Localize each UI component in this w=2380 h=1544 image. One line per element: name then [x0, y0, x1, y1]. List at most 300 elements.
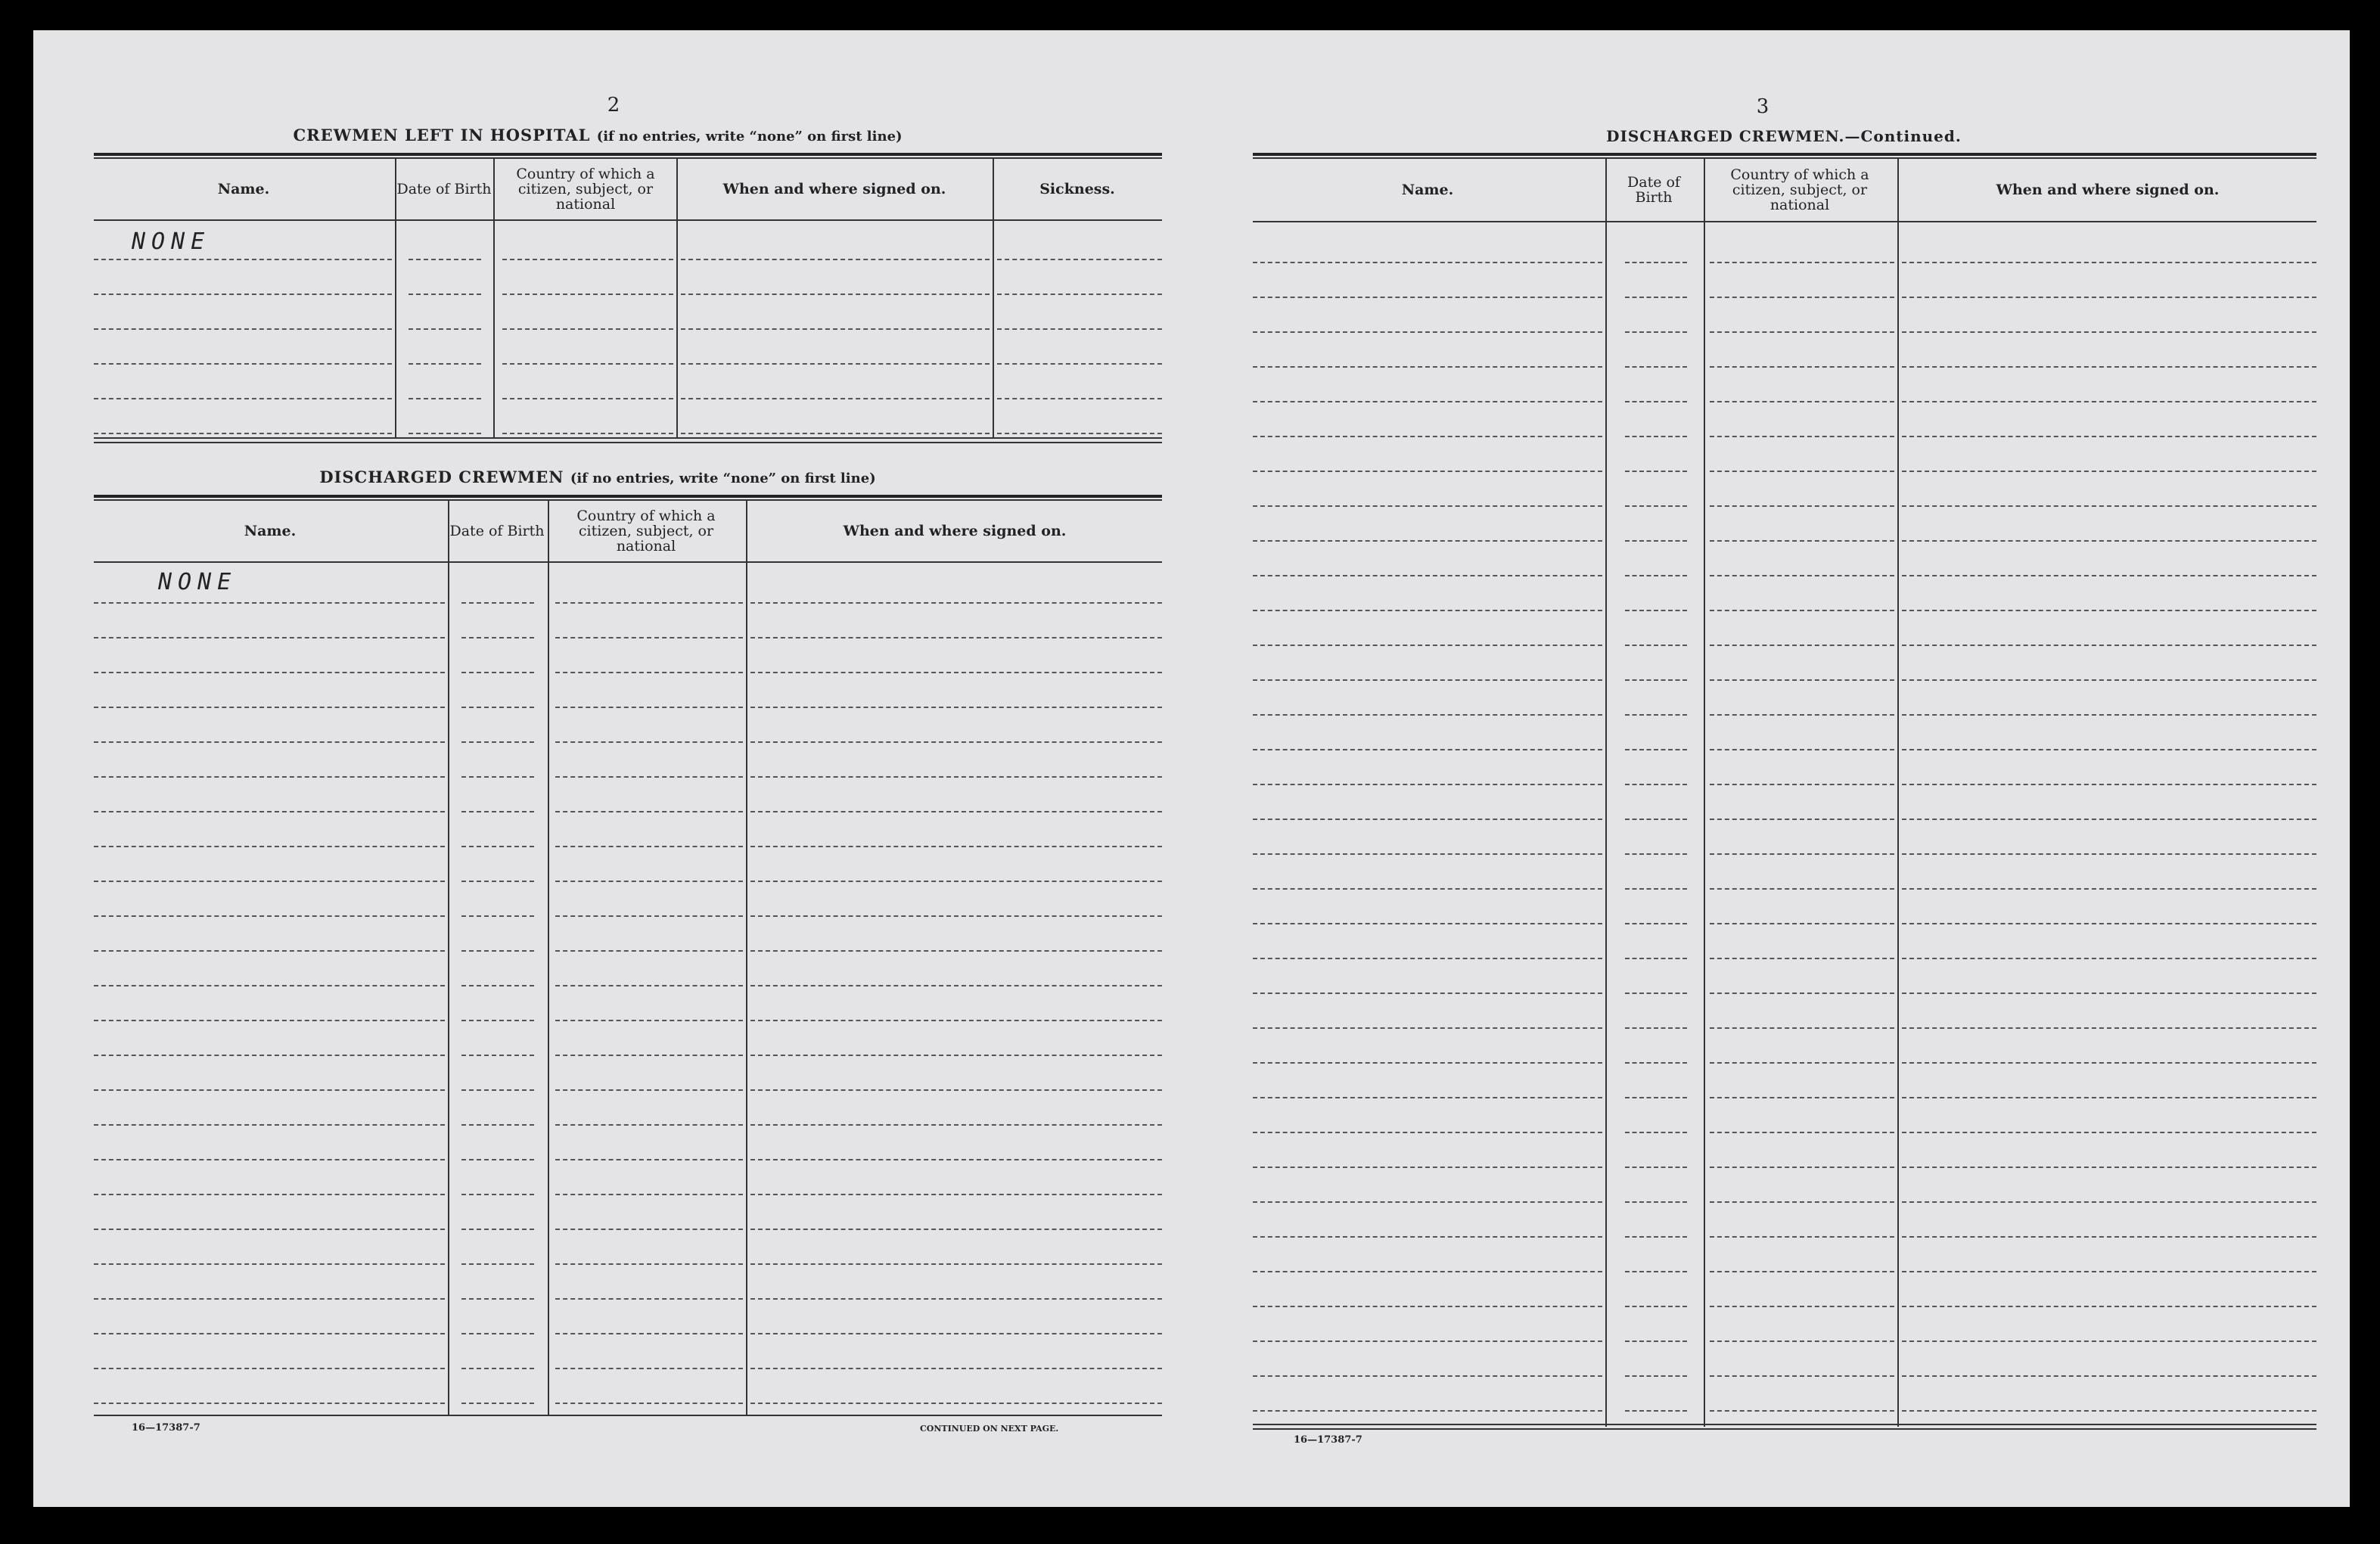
hospital-row-line: [409, 433, 481, 434]
right-row-line: [1253, 575, 1602, 576]
discharged-row-line: [555, 811, 743, 812]
right-row-line: [1625, 471, 1687, 472]
right-row-line: [1902, 1271, 2316, 1272]
right-row-line: [1253, 1167, 1602, 1168]
page-number-left: 2: [607, 94, 620, 116]
right-row-line: [1625, 1236, 1687, 1238]
right-row-line: [1253, 610, 1602, 611]
hospital-row-line: [997, 433, 1162, 434]
hospital-row-line: [94, 363, 392, 365]
discharged-row-line: [750, 776, 1162, 778]
discharged-row-line: [94, 1194, 445, 1195]
discharged-row-line: [461, 707, 534, 708]
hospital-row-line: [502, 294, 673, 295]
right-top-rule: [1253, 153, 2316, 156]
discharged-row-line: [750, 1194, 1162, 1195]
right-row-line: [1625, 366, 1687, 368]
hospital-col-name: Name.: [217, 181, 270, 197]
hospital-row-line: [502, 433, 673, 434]
right-row-line: [1710, 505, 1894, 507]
discharged-row-line: [461, 1333, 534, 1334]
right-row-line: [1902, 958, 2316, 959]
right-row-line: [1902, 297, 2316, 298]
discharged-row-line: [555, 950, 743, 952]
right-row-line: [1902, 645, 2316, 646]
discharged-row-line: [94, 1124, 445, 1126]
right-row-line: [1710, 1201, 1894, 1203]
hospital-row-line: [681, 294, 990, 295]
right-row-line: [1625, 1410, 1687, 1412]
right-row-line: [1902, 923, 2316, 924]
hospital-row-line: [681, 259, 990, 260]
right-row-line: [1902, 1306, 2316, 1307]
discharged-row-line: [94, 776, 445, 778]
discharged-row-line: [750, 1020, 1162, 1021]
discharged-row-line: [555, 1298, 743, 1300]
discharged-row-line: [461, 672, 534, 673]
hospital-col-signed: When and where signed on.: [722, 181, 946, 197]
right-row-line: [1902, 784, 2316, 785]
discharged-col-divider: [746, 501, 747, 1416]
discharged-row-line: [94, 1089, 445, 1091]
discharged-title: [94, 468, 1101, 486]
right-row-line: [1253, 1097, 1602, 1098]
right-row-line: [1625, 1375, 1687, 1377]
discharged-row-line: [94, 1333, 445, 1334]
discharged-row-line: [555, 741, 743, 743]
right-row-line: [1253, 853, 1602, 855]
right-row-line: [1902, 1027, 2316, 1029]
right-row-line: [1253, 262, 1602, 263]
discharged-col-country: Country of which a citizen, subject, or national: [576, 508, 716, 555]
right-row-line: [1710, 749, 1894, 750]
hospital-row-line: [409, 328, 481, 330]
discharged-row-line: [461, 602, 534, 604]
right-row-line: [1902, 540, 2316, 542]
right-row-line: [1710, 1167, 1894, 1168]
right-row-line: [1253, 645, 1602, 646]
discharged-row-line: [555, 846, 743, 847]
right-row-line: [1902, 819, 2316, 820]
discharged-row-line: [555, 1124, 743, 1126]
hospital-bottom-rule: [94, 437, 1162, 439]
discharged-row-line: [555, 637, 743, 638]
hospital-handwritten-none: NONE: [132, 228, 211, 255]
discharged-row-line: [94, 915, 445, 917]
hospital-row-line: [681, 433, 990, 434]
hospital-col-divider: [993, 159, 994, 439]
discharged-handwritten-none: NONE: [158, 569, 238, 595]
discharged-row-line: [461, 846, 534, 847]
right-row-line: [1710, 610, 1894, 611]
discharged-row-line: [555, 985, 743, 986]
right-row-line: [1625, 1201, 1687, 1203]
discharged-row-line: [555, 776, 743, 778]
right-row-line: [1625, 575, 1687, 576]
right-row-line: [1253, 714, 1602, 716]
discharged-row-line: [750, 1368, 1162, 1369]
hospital-row-line: [94, 294, 392, 295]
hospital-title-main: CREWMEN LEFT IN HOSPITAL: [293, 126, 591, 144]
right-row-line: [1253, 331, 1602, 333]
form-number-left: 16—17387-7: [132, 1422, 200, 1434]
discharged-row-line: [94, 1403, 445, 1404]
discharged-row-line: [750, 811, 1162, 812]
hospital-col-divider: [676, 159, 678, 439]
right-row-line: [1625, 505, 1687, 507]
hospital-row-line: [997, 398, 1162, 399]
right-col-divider: [1605, 159, 1607, 1427]
right-row-line: [1902, 749, 2316, 750]
right-row-line: [1710, 679, 1894, 681]
discharged-top-rule-2: [94, 499, 1162, 501]
discharged-row-line: [555, 1055, 743, 1056]
discharged-top-rule: [94, 495, 1162, 498]
discharged-row-line: [555, 1229, 743, 1230]
right-row-line: [1253, 297, 1602, 298]
right-row-line: [1253, 679, 1602, 681]
right-row-line: [1902, 1341, 2316, 1342]
right-row-line: [1625, 1306, 1687, 1307]
discharged-row-line: [94, 985, 445, 986]
right-row-line: [1710, 993, 1894, 994]
right-row-line: [1902, 366, 2316, 368]
discharged-row-line: [750, 602, 1162, 604]
right-row-line: [1253, 471, 1602, 472]
hospital-row-line: [409, 363, 481, 365]
discharged-row-line: [461, 881, 534, 882]
hospital-row-line: [681, 328, 990, 330]
right-row-line: [1902, 1201, 2316, 1203]
right-row-line: [1710, 1132, 1894, 1133]
discharged-title-note: (if no entries, write “none” on first line): [570, 471, 876, 486]
right-row-line: [1710, 1306, 1894, 1307]
right-row-line: [1253, 436, 1602, 437]
discharged-row-line: [94, 1298, 445, 1300]
discharged-row-line: [461, 1055, 534, 1056]
discharged-row-line: [94, 811, 445, 812]
right-row-line: [1253, 1306, 1602, 1307]
discharged-row-line: [94, 602, 445, 604]
right-row-line: [1253, 1236, 1602, 1238]
hospital-col-country: Country of which a citizen, subject, or national: [516, 166, 655, 213]
hospital-row-line: [94, 259, 392, 260]
right-row-line: [1710, 575, 1894, 576]
right-row-line: [1625, 714, 1687, 716]
discharged-row-line: [750, 672, 1162, 673]
right-row-line: [1253, 1201, 1602, 1203]
discharged-row-line: [461, 1229, 534, 1230]
discharged-row-line: [555, 602, 743, 604]
discharged-row-line: [555, 1159, 743, 1160]
discharged-row-line: [750, 881, 1162, 882]
hospital-header-rule: [94, 219, 1162, 221]
right-row-line: [1253, 540, 1602, 542]
discharged-row-line: [94, 881, 445, 882]
discharged-row-line: [94, 707, 445, 708]
right-row-line: [1902, 888, 2316, 890]
right-row-line: [1902, 993, 2316, 994]
right-row-line: [1902, 436, 2316, 437]
right-row-line: [1625, 297, 1687, 298]
right-row-line: [1710, 819, 1894, 820]
discharged-row-line: [555, 1089, 743, 1091]
right-col-signed: When and where signed on.: [1996, 182, 2220, 198]
discharged-row-line: [750, 1403, 1162, 1404]
discharged-row-line: [750, 707, 1162, 708]
discharged-row-line: [461, 741, 534, 743]
discharged-row-line: [94, 1055, 445, 1056]
hospital-bottom-rule-2: [94, 442, 1162, 443]
right-row-line: [1625, 331, 1687, 333]
right-col-divider: [1704, 159, 1705, 1427]
right-row-line: [1625, 958, 1687, 959]
right-row-line: [1902, 679, 2316, 681]
discharged-row-line: [461, 1020, 534, 1021]
discharged-row-line: [461, 1194, 534, 1195]
right-row-line: [1710, 471, 1894, 472]
right-row-line: [1902, 1097, 2316, 1098]
right-row-line: [1902, 1062, 2316, 1064]
right-row-line: [1625, 1027, 1687, 1029]
discharged-row-line: [555, 881, 743, 882]
hospital-col-sickness: Sickness.: [1039, 181, 1115, 197]
hospital-title-note: (if no entries, write “none” on first line): [596, 129, 903, 144]
discharged-row-line: [461, 1403, 534, 1404]
right-row-line: [1710, 958, 1894, 959]
right-row-line: [1710, 1097, 1894, 1098]
right-row-line: [1253, 401, 1602, 402]
right-row-line: [1710, 1062, 1894, 1064]
discharged-row-line: [461, 950, 534, 952]
discharged-row-line: [555, 1333, 743, 1334]
discharged-row-line: [94, 1368, 445, 1369]
discharged-row-line: [555, 707, 743, 708]
discharged-row-line: [750, 1089, 1162, 1091]
right-col-dob: Date of Birth: [1627, 174, 1680, 206]
discharged-row-line: [461, 1368, 534, 1369]
right-row-line: [1253, 1410, 1602, 1412]
right-row-line: [1253, 784, 1602, 785]
discharged-row-line: [750, 1229, 1162, 1230]
discharged-row-line: [750, 950, 1162, 952]
discharged-row-line: [555, 1263, 743, 1265]
right-row-line: [1902, 262, 2316, 263]
hospital-row-line: [997, 259, 1162, 260]
right-row-line: [1902, 331, 2316, 333]
right-row-line: [1902, 1132, 2316, 1133]
right-row-line: [1902, 610, 2316, 611]
discharged-row-line: [461, 1159, 534, 1160]
hospital-title: [94, 126, 1101, 144]
discharged-row-line: [94, 846, 445, 847]
right-row-line: [1710, 262, 1894, 263]
right-row-line: [1710, 853, 1894, 855]
hospital-row-line: [409, 398, 481, 399]
right-row-line: [1625, 1341, 1687, 1342]
discharged-row-line: [461, 1089, 534, 1091]
right-row-line: [1710, 1410, 1894, 1412]
discharged-row-line: [555, 1368, 743, 1369]
discharged-row-line: [461, 1263, 534, 1265]
discharged-row-line: [94, 1159, 445, 1160]
discharged-row-line: [750, 741, 1162, 743]
hospital-row-line: [94, 433, 392, 434]
hospital-col-dob: Date of Birth: [396, 181, 492, 197]
discharged-row-line: [461, 1124, 534, 1126]
right-row-line: [1902, 471, 2316, 472]
discharged-row-line: [555, 915, 743, 917]
right-row-line: [1253, 993, 1602, 994]
discharged-row-line: [750, 1055, 1162, 1056]
right-row-line: [1625, 436, 1687, 437]
right-row-line: [1625, 540, 1687, 542]
discharged-row-line: [555, 672, 743, 673]
right-row-line: [1902, 853, 2316, 855]
right-row-line: [1625, 401, 1687, 402]
right-row-line: [1710, 645, 1894, 646]
right-row-line: [1710, 1027, 1894, 1029]
discharged-col-name: Name.: [244, 523, 297, 539]
discharged-row-line: [750, 1124, 1162, 1126]
discharged-col-divider: [448, 501, 449, 1416]
right-header-rule: [1253, 221, 2316, 222]
right-row-line: [1253, 1132, 1602, 1133]
right-row-line: [1710, 1375, 1894, 1377]
discharged-row-line: [461, 1298, 534, 1300]
right-row-line: [1625, 784, 1687, 785]
right-col-divider: [1897, 159, 1899, 1427]
discharged-row-line: [750, 1298, 1162, 1300]
right-row-line: [1625, 819, 1687, 820]
hospital-col-divider: [493, 159, 495, 439]
right-row-line: [1625, 1271, 1687, 1272]
right-row-line: [1902, 1167, 2316, 1168]
right-row-line: [1253, 1027, 1602, 1029]
right-row-line: [1710, 714, 1894, 716]
right-row-line: [1625, 923, 1687, 924]
discharged-row-line: [94, 741, 445, 743]
discharged-row-line: [750, 985, 1162, 986]
discharged-title-main: DISCHARGED CREWMEN: [319, 468, 564, 486]
right-row-line: [1710, 923, 1894, 924]
discharged-row-line: [750, 637, 1162, 638]
discharged-row-line: [750, 846, 1162, 847]
right-row-line: [1625, 1167, 1687, 1168]
discharged-row-line: [555, 1194, 743, 1195]
discharged-row-line: [461, 811, 534, 812]
right-row-line: [1253, 505, 1602, 507]
right-row-line: [1625, 679, 1687, 681]
right-row-line: [1710, 331, 1894, 333]
hospital-row-line: [681, 363, 990, 365]
discharged-row-line: [461, 985, 534, 986]
discharged-row-line: [750, 1263, 1162, 1265]
discharged-row-line: [750, 1159, 1162, 1160]
right-row-line: [1625, 262, 1687, 263]
right-top-rule-2: [1253, 157, 2316, 159]
discharged-row-line: [555, 1403, 743, 1404]
hospital-row-line: [502, 398, 673, 399]
hospital-row-line: [997, 294, 1162, 295]
right-row-line: [1625, 888, 1687, 890]
discharged-row-line: [750, 915, 1162, 917]
discharged-row-line: [94, 950, 445, 952]
right-row-line: [1625, 1132, 1687, 1133]
hospital-row-line: [94, 398, 392, 399]
hospital-top-rule: [94, 153, 1162, 156]
hospital-row-line: [502, 328, 673, 330]
hospital-row-line: [997, 363, 1162, 365]
discharged-row-line: [94, 672, 445, 673]
hospital-row-line: [409, 294, 481, 295]
right-row-line: [1253, 1271, 1602, 1272]
discharged-row-line: [555, 1020, 743, 1021]
form-sheet: [33, 30, 2350, 1507]
right-row-line: [1253, 819, 1602, 820]
discharged-row-line: [94, 1229, 445, 1230]
discharged-left-bottom-rule: [94, 1415, 1162, 1416]
right-row-line: [1253, 888, 1602, 890]
right-row-line: [1625, 749, 1687, 750]
discharged-row-line: [94, 637, 445, 638]
right-row-line: [1710, 1271, 1894, 1272]
form-number-right: 16—17387-7: [1294, 1434, 1362, 1446]
right-row-line: [1902, 575, 2316, 576]
discharged-col-dob: Date of Birth: [449, 523, 545, 539]
right-row-line: [1253, 1341, 1602, 1342]
hospital-row-line: [502, 363, 673, 365]
hospital-col-divider: [395, 159, 396, 439]
right-title: DISCHARGED CREWMEN.—Continued.: [1606, 127, 1962, 145]
continued-on-next-page: CONTINUED ON NEXT PAGE.: [920, 1424, 1059, 1434]
right-bottom-rule-2: [1253, 1428, 2316, 1430]
right-row-line: [1710, 540, 1894, 542]
right-row-line: [1710, 436, 1894, 437]
right-row-line: [1902, 714, 2316, 716]
hospital-row-line: [94, 328, 392, 330]
right-row-line: [1253, 923, 1602, 924]
right-row-line: [1902, 505, 2316, 507]
right-row-line: [1625, 645, 1687, 646]
right-row-line: [1625, 1097, 1687, 1098]
right-row-line: [1902, 1375, 2316, 1377]
right-row-line: [1710, 1341, 1894, 1342]
right-row-line: [1253, 749, 1602, 750]
right-row-line: [1253, 1375, 1602, 1377]
right-row-line: [1710, 1236, 1894, 1238]
right-row-line: [1710, 888, 1894, 890]
discharged-row-line: [750, 1333, 1162, 1334]
right-bottom-rule: [1253, 1424, 2316, 1425]
right-row-line: [1902, 1236, 2316, 1238]
right-row-line: [1710, 401, 1894, 402]
right-row-line: [1253, 1062, 1602, 1064]
discharged-row-line: [94, 1263, 445, 1265]
discharged-row-line: [94, 1020, 445, 1021]
right-col-name: Name.: [1401, 182, 1454, 198]
right-row-line: [1710, 784, 1894, 785]
right-col-country: Country of which a citizen, subject, or national: [1730, 166, 1869, 213]
right-row-line: [1625, 1062, 1687, 1064]
right-row-line: [1625, 610, 1687, 611]
discharged-col-divider: [548, 501, 549, 1416]
discharged-row-line: [461, 776, 534, 778]
hospital-row-line: [997, 328, 1162, 330]
right-row-line: [1902, 1410, 2316, 1412]
right-row-line: [1253, 366, 1602, 368]
hospital-row-line: [409, 259, 481, 260]
